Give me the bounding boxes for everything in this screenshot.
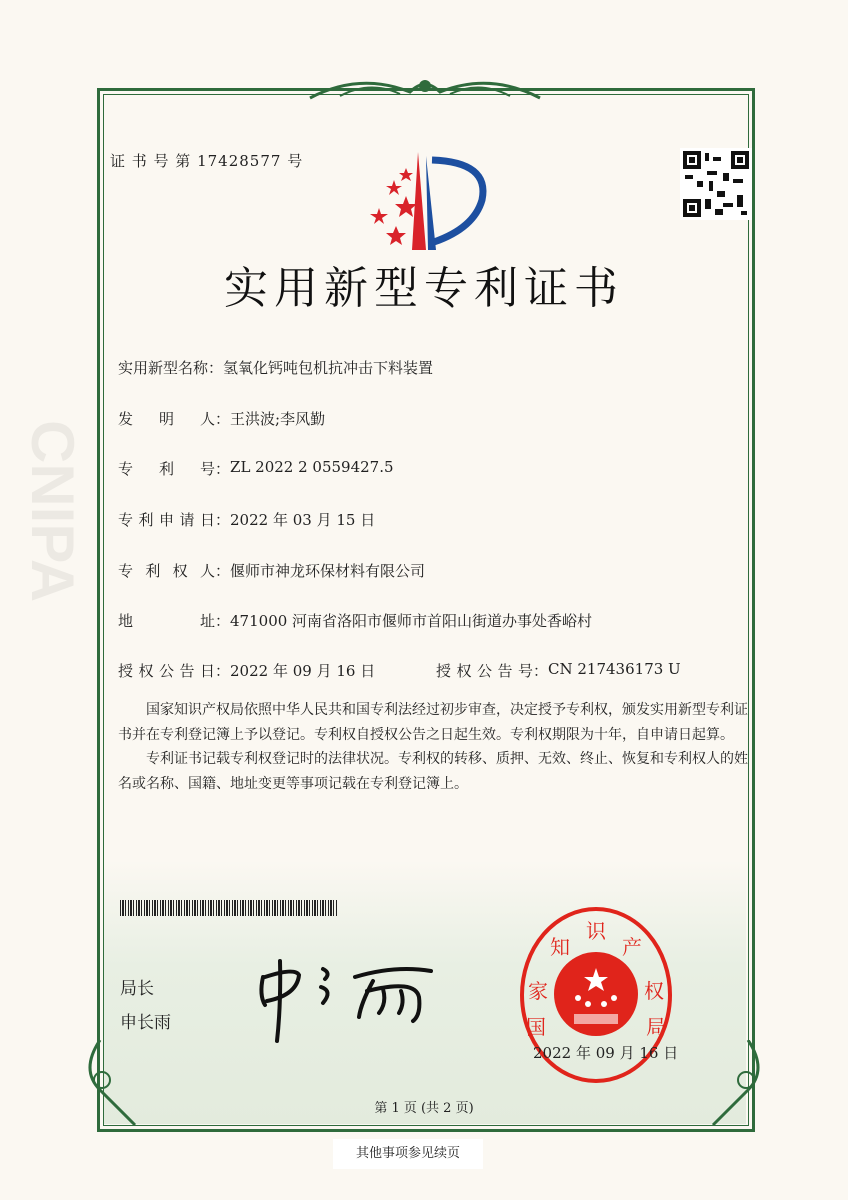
certificate-number: 证 书 号 第 17428577 号: [110, 152, 304, 170]
certificate-statement: [118, 698, 748, 796]
page-indicator: 第 1 页 (共 2 页): [374, 1101, 474, 1116]
svg-text:国: 国: [526, 1015, 546, 1039]
statement-paragraph: 国家知识产权局依照中华人民共和国专利法经过初步审查，决定授予专利权，颁发实用新型专利证书并在专利登记簿上予以登记。专利权自授权公告之日起生效。专利权期限为十年，自申请日起算。: [118, 702, 748, 743]
director-name: 申长雨: [120, 1013, 171, 1033]
director-title: 局长: [120, 979, 154, 999]
colon: ：: [215, 612, 231, 630]
top-ornament-icon: [300, 72, 550, 106]
page-title: 实用新型专利证书: [224, 263, 624, 314]
colon: ：: [215, 511, 231, 529]
colon: ：: [215, 460, 231, 478]
field-application-date: [118, 509, 375, 530]
field-grant-date: [118, 660, 375, 681]
field-address: [118, 610, 592, 631]
svg-text:产: 产: [622, 935, 642, 959]
field-label: 授权公告日: [118, 662, 215, 680]
svg-text:知: 知: [550, 935, 570, 959]
field-inventor: [118, 408, 325, 429]
svg-text:权: 权: [644, 979, 664, 1003]
field-announcement-number: [436, 660, 681, 681]
colon: ：: [208, 359, 224, 377]
field-patentee: [118, 560, 425, 581]
field-utility-model-name: [118, 357, 433, 378]
field-label: 专利权人: [118, 562, 215, 580]
barcode-icon: [120, 900, 338, 916]
colon: ：: [215, 562, 231, 580]
svg-text:家: 家: [528, 979, 548, 1003]
field-label: 实用新型名称: [118, 359, 209, 377]
field-value: 王洪波;李风勤: [230, 410, 326, 428]
qr-code-icon: [680, 148, 752, 220]
field-label: 地址: [118, 612, 215, 630]
field-value: 2022 年 03 月 15 日: [230, 511, 376, 529]
corner-ornament-right-icon: [708, 1040, 768, 1130]
field-label: 专利号: [118, 460, 215, 478]
colon: ：: [215, 662, 231, 680]
field-value: 偃师市神龙环保材料有限公司: [230, 562, 426, 580]
cnipa-logo-icon: [362, 150, 492, 250]
seal-date: 2022 年 09 月 16 日: [533, 1044, 679, 1062]
statement-paragraph: 专利证书记载专利权登记时的法律状况。专利权的转移、质押、无效、终止、恢复和专利权人的姓名或名称、国籍、地址变更等事项记载在专利登记簿上。: [118, 751, 748, 792]
field-label: 发明人: [118, 410, 215, 428]
field-value: 471000 河南省洛阳市偃师市首阳山街道办事处香峪村: [230, 612, 593, 630]
continuation-note: 其他事项参见续页: [333, 1139, 483, 1169]
watermark: CNIPA: [19, 420, 86, 603]
field-value: CN 217436173 U: [548, 660, 681, 678]
field-patent-number: [118, 458, 394, 479]
colon: ：: [215, 410, 231, 428]
corner-ornament-left-icon: [80, 1040, 140, 1130]
field-value: 2022 年 09 月 16 日: [230, 662, 376, 680]
colon: ：: [533, 662, 549, 680]
field-label: 授权公告号: [436, 662, 533, 680]
signature-icon: [255, 955, 445, 1045]
svg-text:识: 识: [586, 919, 606, 943]
field-label: 专利申请日: [118, 511, 215, 529]
field-value: 氢氧化钙吨包机抗冲击下料装置: [223, 359, 434, 377]
field-value: ZL 2022 2 0559427.5: [230, 458, 394, 476]
svg-text:局: 局: [646, 1015, 666, 1039]
